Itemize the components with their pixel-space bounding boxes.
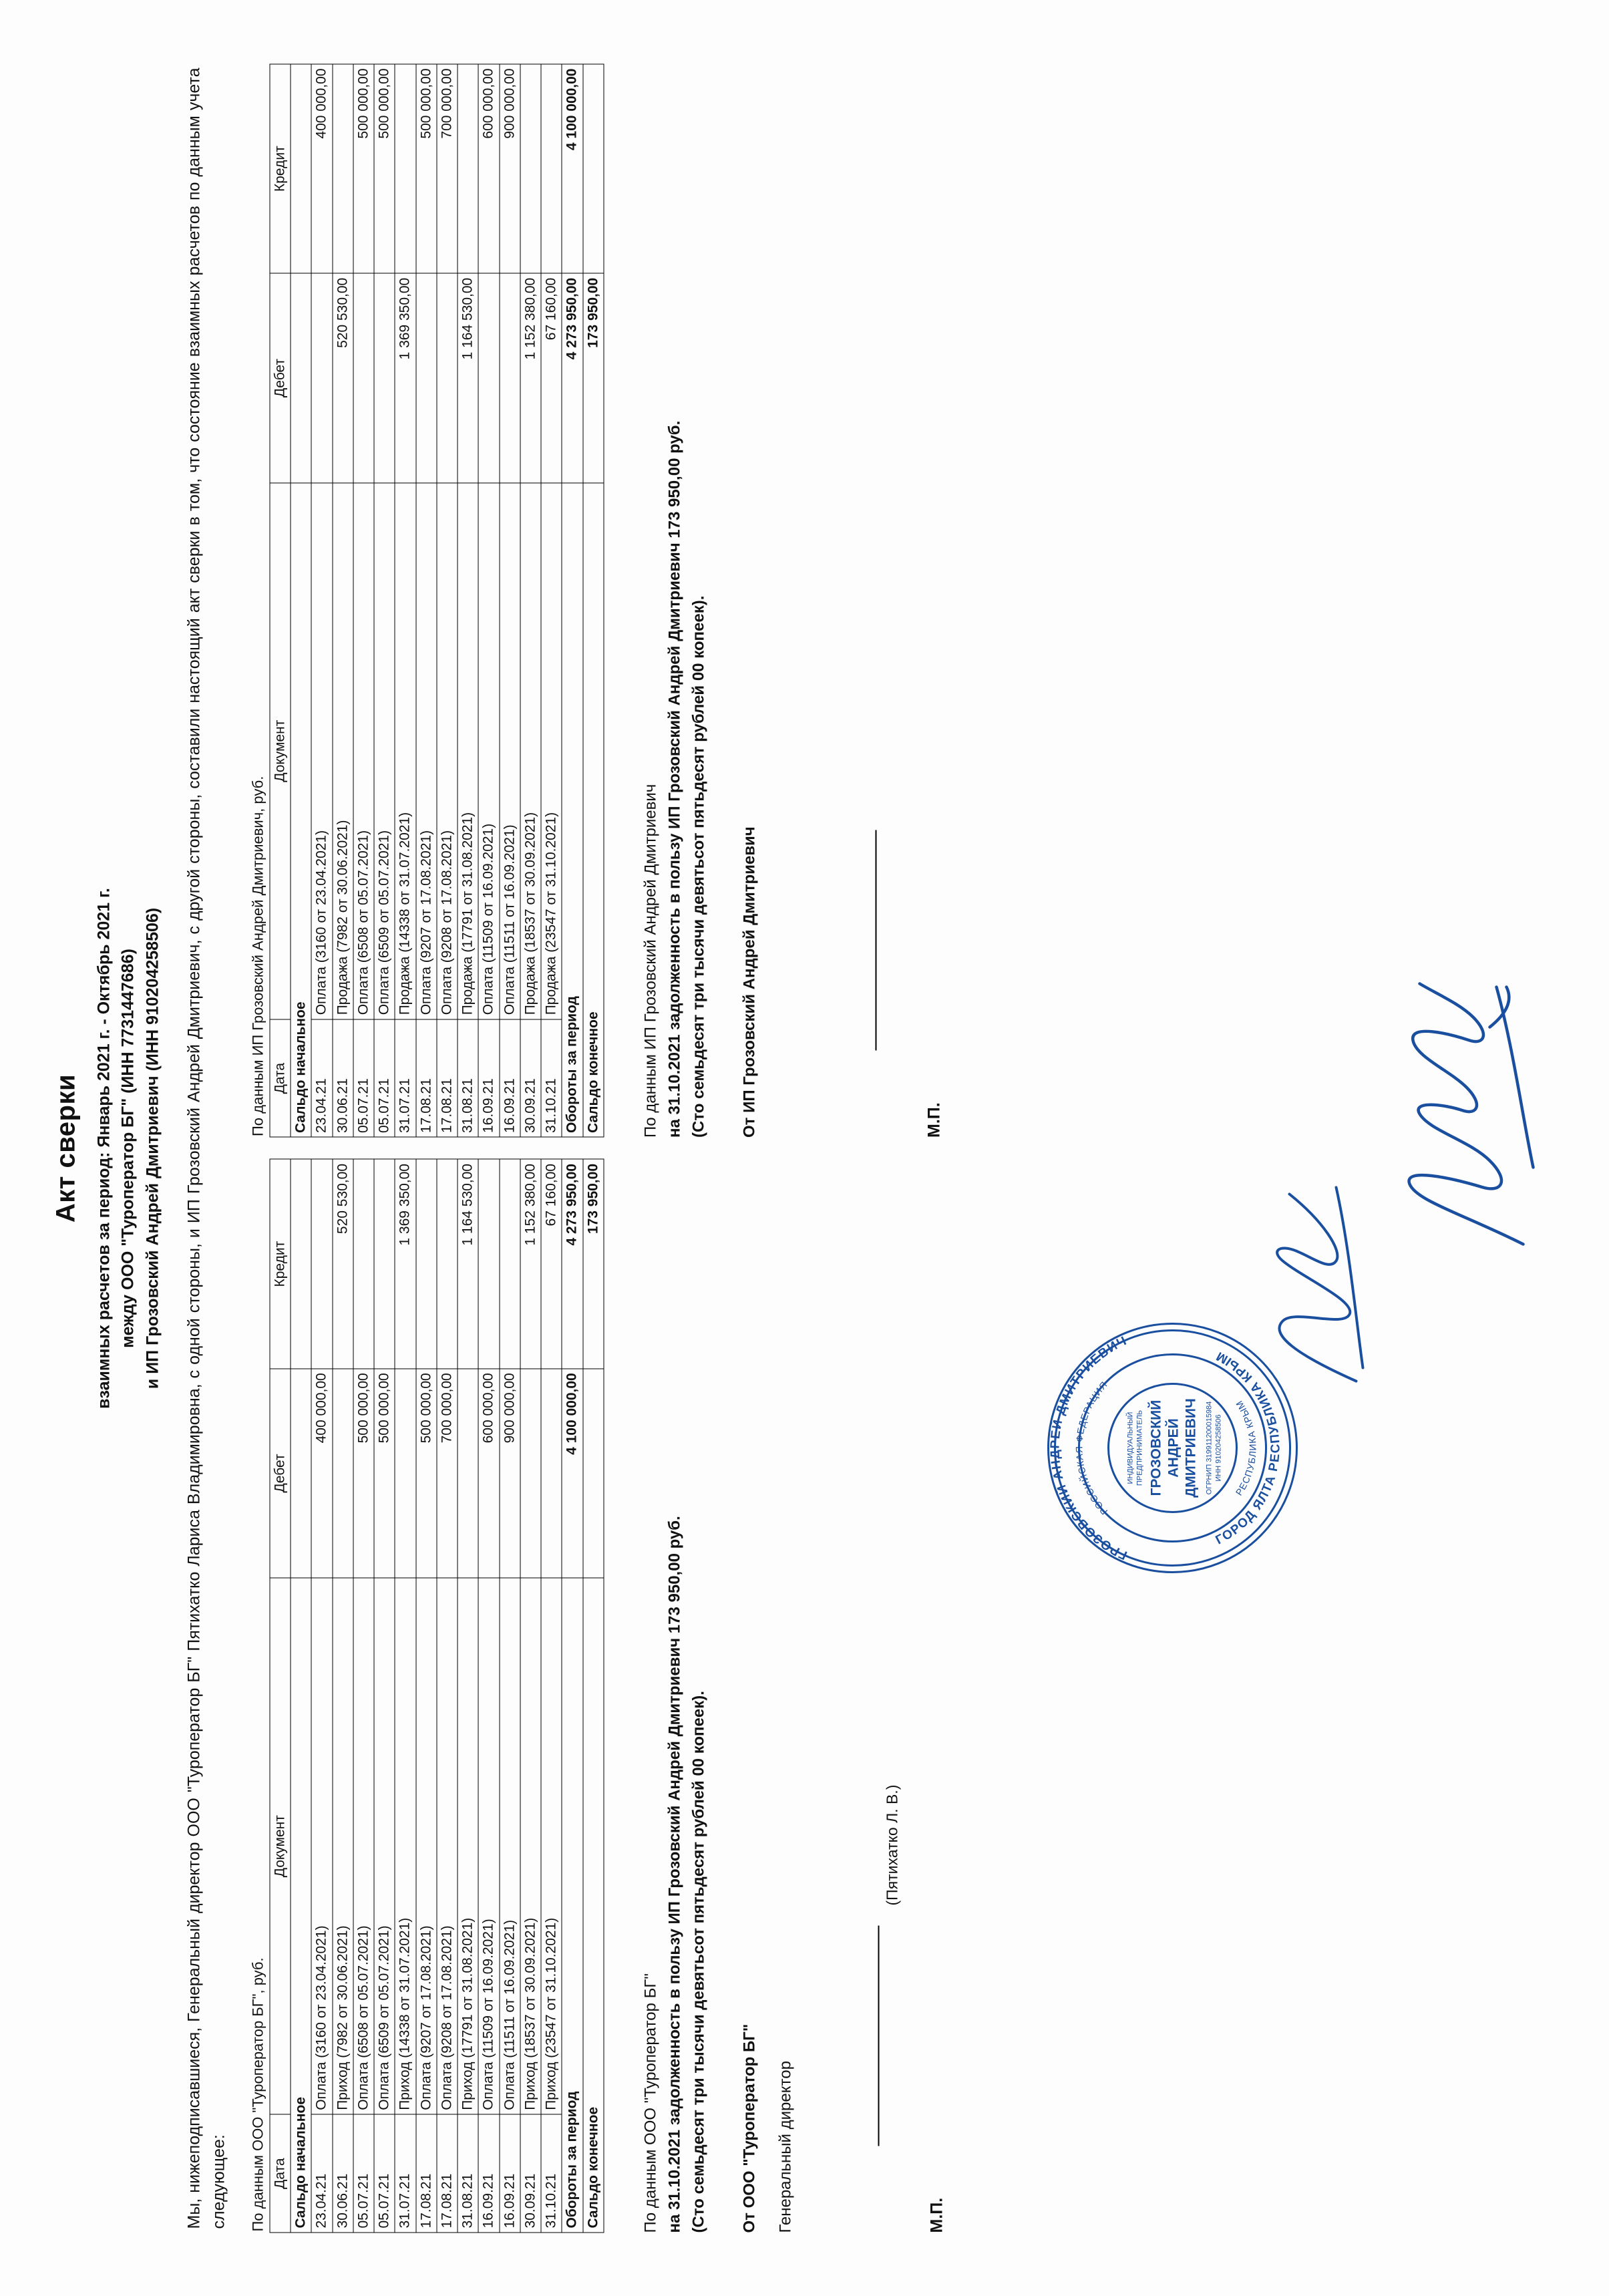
cell-credit: 400 000,00 — [311, 64, 332, 273]
cell-date: 17.08.21 — [415, 2114, 436, 2233]
opening-balance-label: Сальдо начальное — [291, 1578, 311, 2233]
stamp-center-line-1: ГРОЗОВСКИЙ — [1148, 1400, 1164, 1496]
left-table — [269, 1159, 604, 2233]
cell-document: Оплата (9208 от 17.08.2021) — [436, 1578, 457, 2114]
cell-date: 17.08.21 — [436, 1019, 457, 1137]
round-stamp-icon — [1032, 1307, 1312, 1588]
table-row — [332, 64, 353, 1138]
opening-balance-row — [291, 64, 311, 1138]
cell-debit: 500 000,00 — [374, 1368, 395, 1577]
cell-credit: 700 000,00 — [436, 64, 457, 273]
cell-document: Оплата (11509 от 16.09.2021) — [478, 482, 499, 1019]
table-row — [374, 64, 395, 1138]
stamp-small-line-2: ПРЕДПРИНИМАТЕЛЬ — [1135, 1410, 1143, 1486]
subtitle-line-2: между ООО "Туроператор БГ" (ИНН 7731447686) — [118, 948, 138, 1348]
cell-document: Продажа (23547 от 31.10.2021) — [541, 482, 562, 1019]
cell-date: 05.07.21 — [353, 1019, 373, 1137]
cell-credit — [541, 64, 562, 273]
col-date: Дата — [269, 2114, 290, 2233]
cell-date: 31.08.21 — [458, 1019, 478, 1137]
closing-balance-row-debit: 173 950,00 — [582, 273, 603, 482]
right-signature-block — [737, 63, 946, 1148]
left-signature-position: Генеральный директор — [775, 2060, 794, 2233]
table-row — [478, 1159, 499, 2233]
opening-balance-debit — [291, 1368, 311, 1577]
cell-document: Продажа (7982 от 30.06.2021) — [332, 482, 353, 1019]
cell-document: Приход (17791 от 31.08.2021) — [458, 1578, 478, 2114]
cell-credit: 67 160,00 — [541, 1159, 562, 1368]
right-signature-from: От ИП Грозовский Андрей Дмитриевич — [739, 826, 758, 1138]
opening-balance-row — [291, 1159, 311, 2233]
turnover-row — [562, 1159, 582, 2233]
cell-credit: 1 152 380,00 — [520, 1159, 540, 1368]
table-row — [458, 1159, 478, 2233]
cell-date: 17.08.21 — [436, 2114, 457, 2233]
stamp-small-line-3: ОГРНИП 319911200015984 — [1205, 1401, 1213, 1494]
cell-date: 30.06.21 — [332, 2114, 353, 2233]
cell-debit — [436, 273, 457, 482]
table-row — [374, 1159, 395, 2233]
right-table-caption: По данным ИП Грозовский Андрей Дмитриевич, руб. — [248, 776, 266, 1136]
cell-document: Оплата (9207 от 17.08.2021) — [415, 482, 436, 1019]
cell-date: 30.09.21 — [520, 1019, 540, 1137]
table-row — [436, 64, 457, 1138]
cell-debit: 400 000,00 — [311, 1368, 332, 1577]
signature-scribble-bottom-icon — [1389, 973, 1550, 1254]
right-debt-line-1: По данным ИП Грозовский Андрей Дмитриевич — [641, 784, 659, 1138]
right-stamp-label: М.П. — [924, 1102, 943, 1138]
cell-debit: 500 000,00 — [415, 1368, 436, 1577]
signature-rule — [875, 830, 876, 1051]
table-row — [395, 64, 415, 1138]
debt-summary-row — [621, 63, 711, 2233]
table-row — [541, 64, 562, 1138]
col-date: Дата — [269, 1019, 290, 1137]
left-signature-name-line — [878, 1159, 904, 2233]
stamp-ring-bottom-text: РЕСПУБЛИКА КРЫМ — [1233, 1398, 1258, 1498]
document-subtitle — [92, 63, 164, 2233]
stamp-small-line-4: ИНН 910204258506 — [1214, 1414, 1222, 1482]
left-table-block — [249, 1148, 604, 2233]
cell-debit: 900 000,00 — [499, 1368, 520, 1577]
table-row — [415, 64, 436, 1138]
cell-debit — [415, 273, 436, 482]
cell-credit: 900 000,00 — [499, 64, 520, 273]
cell-date: 05.07.21 — [353, 2114, 373, 2233]
col-credit: Кредит — [269, 64, 290, 273]
cell-document: Оплата (6509 от 05.07.2021) — [374, 1578, 395, 2114]
left-stamp-label: М.П. — [926, 2197, 946, 2233]
cell-date: 23.04.21 — [311, 2114, 332, 2233]
stamp-ring-top-text: РОССИЙСКАЯ ФЕДЕРАЦИЯ — [1073, 1378, 1109, 1517]
cell-document: Оплата (6508 от 05.07.2021) — [353, 1578, 373, 2114]
table-row — [458, 64, 478, 1138]
cell-document: Оплата (6509 от 05.07.2021) — [374, 482, 395, 1019]
turnover-row-label: Обороты за период — [562, 482, 582, 1137]
cell-debit: 1 152 380,00 — [520, 273, 540, 482]
cell-credit: 1 164 530,00 — [458, 1159, 478, 1368]
cell-debit — [311, 273, 332, 482]
signature-section — [737, 63, 946, 2233]
closing-balance-row-label: Сальдо конечное — [582, 482, 603, 1137]
reconciliation-tables — [249, 63, 604, 2233]
cell-debit: 1 369 350,00 — [395, 273, 415, 482]
cell-credit: 1 369 350,00 — [395, 1159, 415, 1368]
stamp-center-line-3: ДМИТРИЕВИЧ — [1183, 1398, 1198, 1498]
cell-document: Продажа (17791 от 31.08.2021) — [458, 482, 478, 1019]
left-debt-line-2: на 31.10.2021 задолженность в пользу ИП Грозовский Андрей Дмитриевич 173 950,00 руб. — [665, 1515, 683, 2233]
cell-debit: 67 160,00 — [541, 273, 562, 482]
signature-rule — [878, 1925, 879, 2146]
table-row — [311, 1159, 332, 2233]
left-signature-block — [737, 1148, 946, 2233]
right-table — [269, 63, 604, 1138]
cell-document: Приход (18537 от 30.09.2021) — [520, 1578, 540, 2114]
right-debt-line-3: (Сто семьдесят три тысячи девятьсот пятьдесят рублей 00 копеек). — [689, 595, 707, 1138]
cell-date: 30.09.21 — [520, 2114, 540, 2233]
right-debt-line-2: на 31.10.2021 задолженность в пользу ИП Грозовский Андрей Дмитриевич 173 950,00 руб. — [665, 420, 683, 1138]
cell-credit — [415, 1159, 436, 1368]
cell-date: 31.10.21 — [541, 2114, 562, 2233]
table-row — [520, 64, 540, 1138]
cell-credit — [478, 1159, 499, 1368]
subtitle-line-1: взаимных расчетов за период: Январь 2021 г. - Октябрь 2021 г. — [94, 887, 113, 1409]
turnover-row-debit: 4 100 000,00 — [562, 1368, 582, 1577]
left-signature-name: (Пятихатко Л. В.) — [882, 1784, 900, 1905]
right-signature-name-line — [875, 63, 902, 1138]
col-document: Документ — [269, 1578, 290, 2114]
col-credit: Кредит — [269, 1159, 290, 1368]
stamp-small-line-1: ИНДИВИДУАЛЬНЫЙ — [1126, 1412, 1134, 1484]
cell-date: 31.07.21 — [395, 2114, 415, 2233]
closing-balance-row-debit — [582, 1368, 603, 1577]
table-row — [311, 64, 332, 1138]
table-row — [415, 1159, 436, 2233]
cell-date: 16.09.21 — [499, 1019, 520, 1137]
col-debit: Дебет — [269, 273, 290, 482]
cell-date: 31.07.21 — [395, 1019, 415, 1137]
cell-date: 17.08.21 — [415, 1019, 436, 1137]
cell-date: 16.09.21 — [478, 2114, 499, 2233]
intro-paragraph: Мы, нижеподписавшиеся, Генеральный директор ООО "Туроператор БГ" Пятихатко Лариса Владимировна, с одной стороны, и ИП Грозовский Андрей Дмитриевич, с другой стороны, составили настоящий акт сверки в том, что состояние взаимных расчетов по данным учета следующее: — [184, 67, 228, 2229]
closing-balance-row — [582, 1159, 603, 2233]
cell-date: 23.04.21 — [311, 1019, 332, 1137]
cell-credit — [353, 1159, 373, 1368]
cell-document: Приход (23547 от 31.10.2021) — [541, 1578, 562, 2114]
cell-document: Оплата (9208 от 17.08.2021) — [436, 482, 457, 1019]
turnover-row — [562, 64, 582, 1138]
cell-document: Оплата (11511 от 16.09.2021) — [499, 482, 520, 1019]
table-row — [499, 64, 520, 1138]
cell-credit: 520 530,00 — [332, 1159, 353, 1368]
subtitle-line-3: и ИП Грозовский Андрей Дмитриевич (ИНН 910204258506) — [142, 907, 162, 1389]
cell-document: Оплата (3160 от 23.04.2021) — [311, 482, 332, 1019]
table-header-row — [269, 64, 290, 1138]
cell-debit: 520 530,00 — [332, 273, 353, 482]
cell-credit — [458, 64, 478, 273]
cell-date: 16.09.21 — [499, 2114, 520, 2233]
opening-balance-label: Сальдо начальное — [291, 482, 311, 1137]
left-table-caption: По данным ООО "Туроператор БГ", руб. — [248, 1957, 266, 2231]
right-table-block — [249, 63, 604, 1148]
table-row — [478, 64, 499, 1138]
turnover-row-credit: 4 273 950,00 — [562, 1159, 582, 1368]
opening-balance-credit — [291, 1159, 311, 1368]
cell-document: Продажа (18537 от 30.09.2021) — [520, 482, 540, 1019]
stamp-outer-top-text: ГРОЗОВСКИЙ АНДРЕЙ ДМИТРИЕВИЧ — [1047, 1333, 1129, 1563]
cell-document: Оплата (11509 от 16.09.2021) — [478, 1578, 499, 2114]
cell-document: Оплата (9207 от 17.08.2021) — [415, 1578, 436, 2114]
opening-balance-credit — [291, 64, 311, 273]
cell-credit: 500 000,00 — [374, 64, 395, 273]
table-row — [499, 1159, 520, 2233]
cell-debit — [520, 1368, 540, 1577]
stamp-outer-bottom-text: ГОРОД ЯЛТА РЕСПУБЛИКА КРЫМ — [1213, 1347, 1283, 1548]
cell-credit: 600 000,00 — [478, 64, 499, 273]
cell-date: 16.09.21 — [478, 1019, 499, 1137]
table-row — [332, 1159, 353, 2233]
col-document: Документ — [269, 482, 290, 1019]
cell-debit: 700 000,00 — [436, 1368, 457, 1577]
table-row — [353, 1159, 373, 2233]
cell-debit — [478, 273, 499, 482]
cell-date: 30.06.21 — [332, 1019, 353, 1137]
signature-scribble-top-icon — [1256, 1167, 1383, 1394]
cell-document: Оплата (11511 от 16.09.2021) — [499, 1578, 520, 2114]
cell-document: Приход (7982 от 30.06.2021) — [332, 1578, 353, 2114]
turnover-row-label: Обороты за период — [562, 1578, 582, 2233]
cell-credit — [395, 64, 415, 273]
closing-balance-row-credit: 173 950,00 — [582, 1159, 603, 1368]
turnover-row-credit: 4 100 000,00 — [562, 64, 582, 273]
cell-credit — [436, 1159, 457, 1368]
cell-date: 31.08.21 — [458, 2114, 478, 2233]
cell-debit — [395, 1368, 415, 1577]
cell-date: 05.07.21 — [374, 1019, 395, 1137]
cell-document: Продажа (14338 от 31.07.2021) — [395, 482, 415, 1019]
cell-date: 05.07.21 — [374, 2114, 395, 2233]
cell-date: 31.10.21 — [541, 1019, 562, 1137]
cell-document: Приход (14338 от 31.07.2021) — [395, 1578, 415, 2114]
page-title: Акт сверки — [51, 1074, 80, 1222]
table-row — [395, 1159, 415, 2233]
left-debt-line-3: (Сто семьдесят три тысячи девятьсот пятьдесят рублей 00 копеек). — [689, 1690, 707, 2233]
left-signature-from: От ООО "Туроператор БГ" — [739, 2023, 758, 2233]
cell-debit: 1 164 530,00 — [458, 273, 478, 482]
turnover-row-debit: 4 273 950,00 — [562, 273, 582, 482]
cell-debit: 500 000,00 — [353, 1368, 373, 1577]
cell-credit — [332, 64, 353, 273]
cell-credit — [520, 64, 540, 273]
opening-balance-debit — [291, 273, 311, 482]
cell-credit — [499, 1159, 520, 1368]
cell-debit — [499, 273, 520, 482]
col-debit: Дебет — [269, 1368, 290, 1577]
cell-debit — [374, 273, 395, 482]
cell-document: Оплата (3160 от 23.04.2021) — [311, 1578, 332, 2114]
table-row — [541, 1159, 562, 2233]
right-debt-block — [621, 63, 711, 1148]
left-debt-block — [621, 1148, 711, 2233]
closing-balance-row — [582, 64, 603, 1138]
table-row — [353, 64, 373, 1138]
cell-debit: 600 000,00 — [478, 1368, 499, 1577]
cell-document: Оплата (6508 от 05.07.2021) — [353, 482, 373, 1019]
closing-balance-row-label: Сальдо конечное — [582, 1578, 603, 2233]
cell-debit — [541, 1368, 562, 1577]
cell-credit: 500 000,00 — [353, 64, 373, 273]
closing-balance-row-credit — [582, 64, 603, 273]
cell-debit — [458, 1368, 478, 1577]
stamp-center-line-2: АНДРЕЙ — [1166, 1418, 1181, 1478]
cell-credit — [311, 1159, 332, 1368]
cell-credit: 500 000,00 — [415, 64, 436, 273]
cell-debit — [353, 273, 373, 482]
table-row — [520, 1159, 540, 2233]
table-row — [436, 1159, 457, 2233]
cell-credit — [374, 1159, 395, 1368]
left-debt-line-1: По данным ООО "Туроператор БГ" — [641, 1973, 659, 2233]
table-header-row — [269, 1159, 290, 2233]
cell-debit — [332, 1368, 353, 1577]
